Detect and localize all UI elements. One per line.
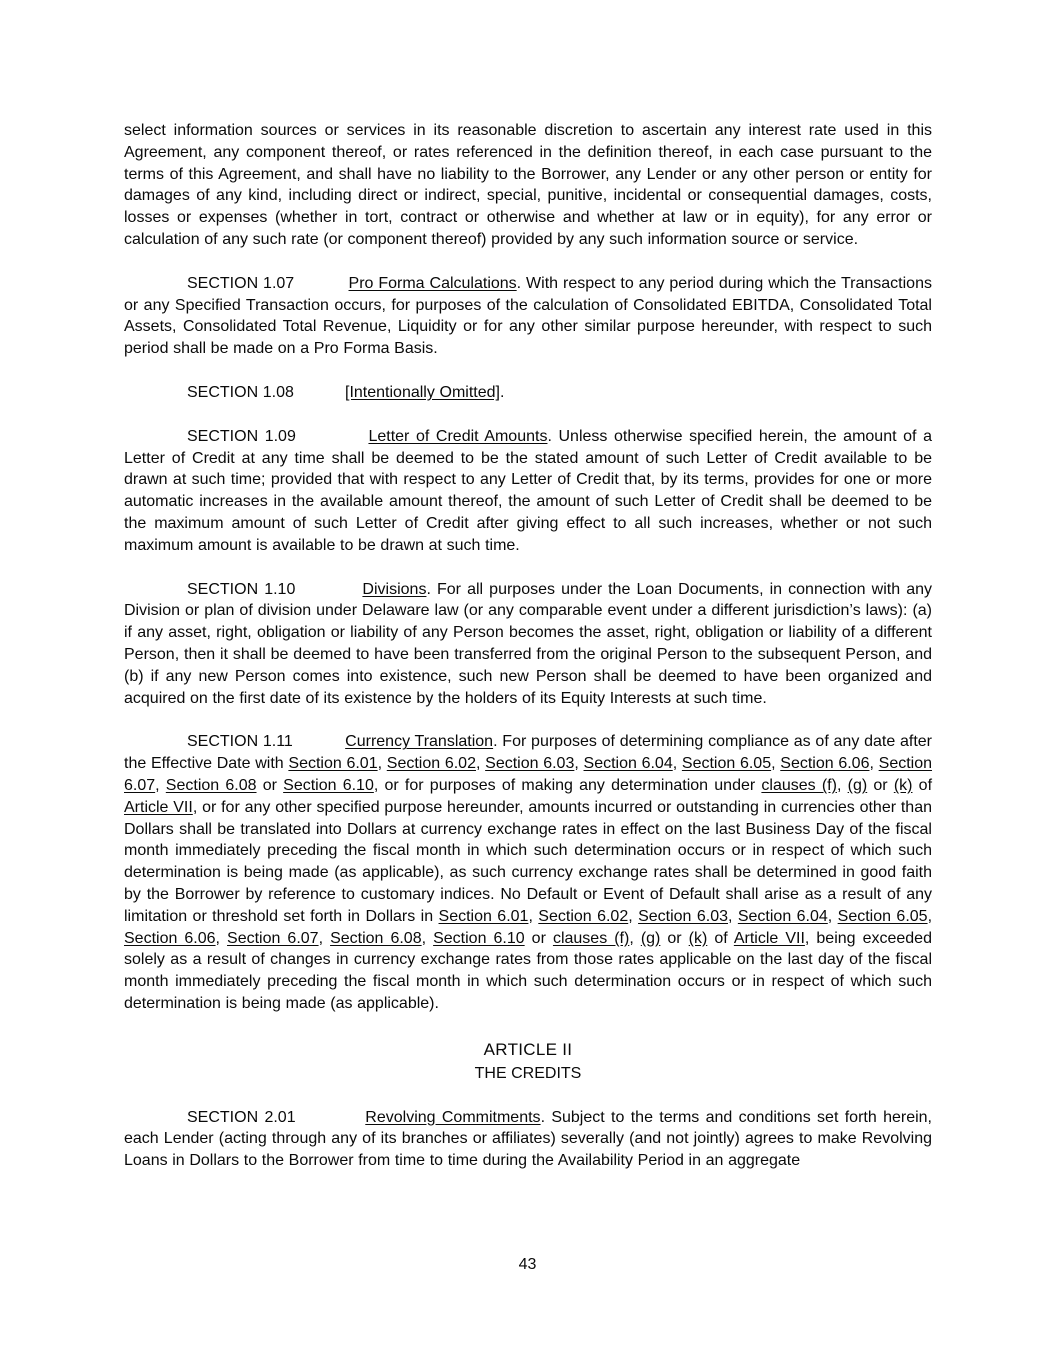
underlined-run: Letter of Credit Amounts: [368, 427, 548, 445]
underlined-run: Section 6.04: [583, 755, 673, 773]
text-run: ,: [869, 755, 879, 773]
text-run: . For all purposes under the Loan Documents, in connection with any Division or plan of division under Delaware law (or any comparable event under a different jurisdiction’s laws): (a) if any asset, right, obligation or liability of any Person becomes the asset, right, obligation or liability of a different Person, then it shall be deemed to have been transferred from the original Person to the subsequent Person, and (b) if any new Person comes into existence, such new Person shall be deemed to have been organized and acquired on the first date of its existence by the holders of its Equity Interests at such time.: [124, 580, 932, 707]
underlined-run: Article VII: [733, 929, 805, 947]
underlined-run: Section 6.01: [288, 755, 378, 773]
paragraph-section-1-07: [124, 273, 932, 360]
text-run: SECTION 1.09: [187, 427, 369, 445]
text-run: ,: [215, 929, 228, 947]
text-run: or: [524, 929, 553, 947]
underlined-run: Section 6.02: [538, 907, 629, 925]
underlined-run: Section 6.07: [227, 929, 319, 947]
text-run: SECTION 1.11: [187, 733, 346, 751]
text-run: ,: [318, 929, 331, 947]
underlined-run: Section 6.01: [438, 907, 529, 925]
underlined-run: Article VII: [124, 798, 193, 816]
paragraph-section-1-09: [124, 426, 932, 557]
underlined-run: Section 6.06: [780, 755, 870, 773]
article-heading: [124, 1037, 932, 1085]
document-content: [124, 120, 932, 1194]
text-run: ,: [836, 776, 848, 794]
underlined-run: Section 6.08: [165, 776, 257, 794]
underlined-run: (g): [847, 776, 868, 794]
text-run: ,: [377, 755, 387, 773]
underlined-run: (g): [640, 929, 661, 947]
text-run: . With respect to any period during which the Transactions or any Specified Transaction occurs, for purposes of the calculation of Consolidated EBITDA, Consolidated Total Assets, Consolidated Total Revenue, Liquidity or for any other similar purpose hereunder, with respect to such period shall be made on a Pro Forma Basis.: [124, 274, 932, 358]
text-run: . For purposes of determining compliance as of any date after the Effective Date with: [124, 733, 932, 773]
text-run: ,: [672, 755, 682, 773]
underlined-run: Section 6.05: [837, 907, 928, 925]
paragraph-section-1-11: [124, 731, 932, 1014]
text-run: ,: [771, 755, 781, 773]
text-run: SECTION 1.10: [187, 580, 363, 598]
underlined-run: Currency Translation: [345, 733, 494, 751]
text-run: SECTION 1.08: [187, 383, 346, 401]
underlined-run: (k): [893, 776, 913, 794]
paragraph-section-2-01: [124, 1107, 932, 1172]
text-run: ,: [628, 907, 639, 925]
text-run: select information sources or services in its reasonable discretion to ascertain any interest rate used in this Agreement, any component thereof, or rates referenced in the definition thereof, in each case pursuant to the terms of this Agreement, and shall have no liability to the Borrower, any Lender or any other person or entity for damages of any kind, including direct or indirect, special, punitive, incidental or consequential damages, costs, losses or expenses (whether in tort, contract or otherwise and whether at law or in equity), for any error or calculation of any such rate (or component thereof) provided by any such information source or service.: [124, 122, 932, 248]
text-run: ,: [728, 907, 738, 925]
underlined-run: Revolving Commitments: [365, 1108, 541, 1126]
text-run: . Subject to the terms and conditions set forth herein, each Lender (acting through any of its branches or affiliates) severally (and not jointly) agrees to make Revolving Loans in Dollars to the Borrower from time to time during the Availability Period in an aggregate: [124, 1108, 932, 1170]
underlined-run: Section 6.07: [124, 755, 933, 794]
text-run: . Unless otherwise specified herein, the amount of a Letter of Credit at any time shall be deemed to be the stated amount of such Letter of Credit available to be drawn at such time; provided that with respect to any Letter of Credit that, by its terms, provides for one or more automatic increases in the available amount thereof, the amount of such Letter of Credit shall be deemed to be the maximum amount of such Letter of Credit after giving effect to all such increases, whether or not such maximum amount is available to be drawn at such time.: [124, 427, 932, 554]
text-run: ,: [927, 907, 933, 925]
page-number: 43: [518, 1256, 537, 1273]
underlined-run: Section 6.10: [433, 929, 525, 947]
article-subtitle: THE CREDITS: [474, 1064, 582, 1082]
text-run: ,: [475, 755, 486, 773]
text-run: ,: [629, 929, 641, 947]
underlined-run: Section 6.10: [283, 776, 374, 794]
underlined-run: (k): [688, 929, 708, 947]
text-run: ,: [155, 776, 166, 794]
text-run: or: [867, 776, 894, 794]
text-run: or: [660, 929, 689, 947]
paragraph-continuation: [124, 120, 932, 251]
underlined-run: clauses (f): [552, 929, 630, 947]
paragraph-section-1-08: [124, 382, 932, 404]
text-run: ,: [421, 929, 434, 947]
text-run: or: [256, 776, 284, 794]
article-title: ARTICLE II: [483, 1039, 573, 1059]
text-run: of: [912, 776, 933, 794]
text-run: SECTION 1.07: [187, 274, 349, 292]
text-run: SECTION 2.01: [187, 1108, 366, 1126]
underlined-run: clauses (f): [761, 776, 837, 794]
underlined-run: Pro Forma Calculations: [348, 274, 517, 292]
text-run: ,: [574, 755, 584, 773]
paragraph-section-1-10: [124, 579, 932, 710]
underlined-run: Section 6.06: [124, 929, 216, 947]
text-run: , or for any other specified purpose hereunder, amounts incurred or outstanding in currencies other than Dollars shall be translated into Dollars at currency exchange rates in effect on the last Business Day of the fiscal month immediately preceding the fiscal month in which such determination occurs or in respect of which such determination is being made (as applicable), as such currency exchange rates shall be determined in good faith by the Borrower by reference to customary indices. No Default or Event of Default shall arise as a result of any limitation or threshold set forth in Dollars in: [124, 798, 932, 925]
underlined-run: Section 6.03: [485, 755, 575, 773]
text-run: .: [499, 383, 505, 401]
underlined-run: Divisions: [362, 580, 427, 598]
text-run: of: [707, 929, 734, 947]
text-run: ,: [528, 907, 539, 925]
text-run: , being exceeded solely as a result of changes in currency exchange rates from those rates applicable on the last day of the fiscal month immediately preceding the fiscal month in which such determination occurs or in respect of which such determination is being made (as applicable).: [124, 929, 932, 1012]
text-run: ,: [827, 907, 838, 925]
underlined-run: Section 6.08: [330, 929, 422, 947]
underlined-run: Section 6.04: [737, 907, 828, 925]
underlined-run: Section 6.03: [638, 907, 728, 925]
underlined-run: Section 6.05: [681, 755, 772, 773]
underlined-run: Section 6.02: [386, 755, 476, 773]
underlined-run: [Intentionally Omitted]: [345, 383, 500, 401]
text-run: , or for purposes of making any determination under: [373, 776, 762, 794]
